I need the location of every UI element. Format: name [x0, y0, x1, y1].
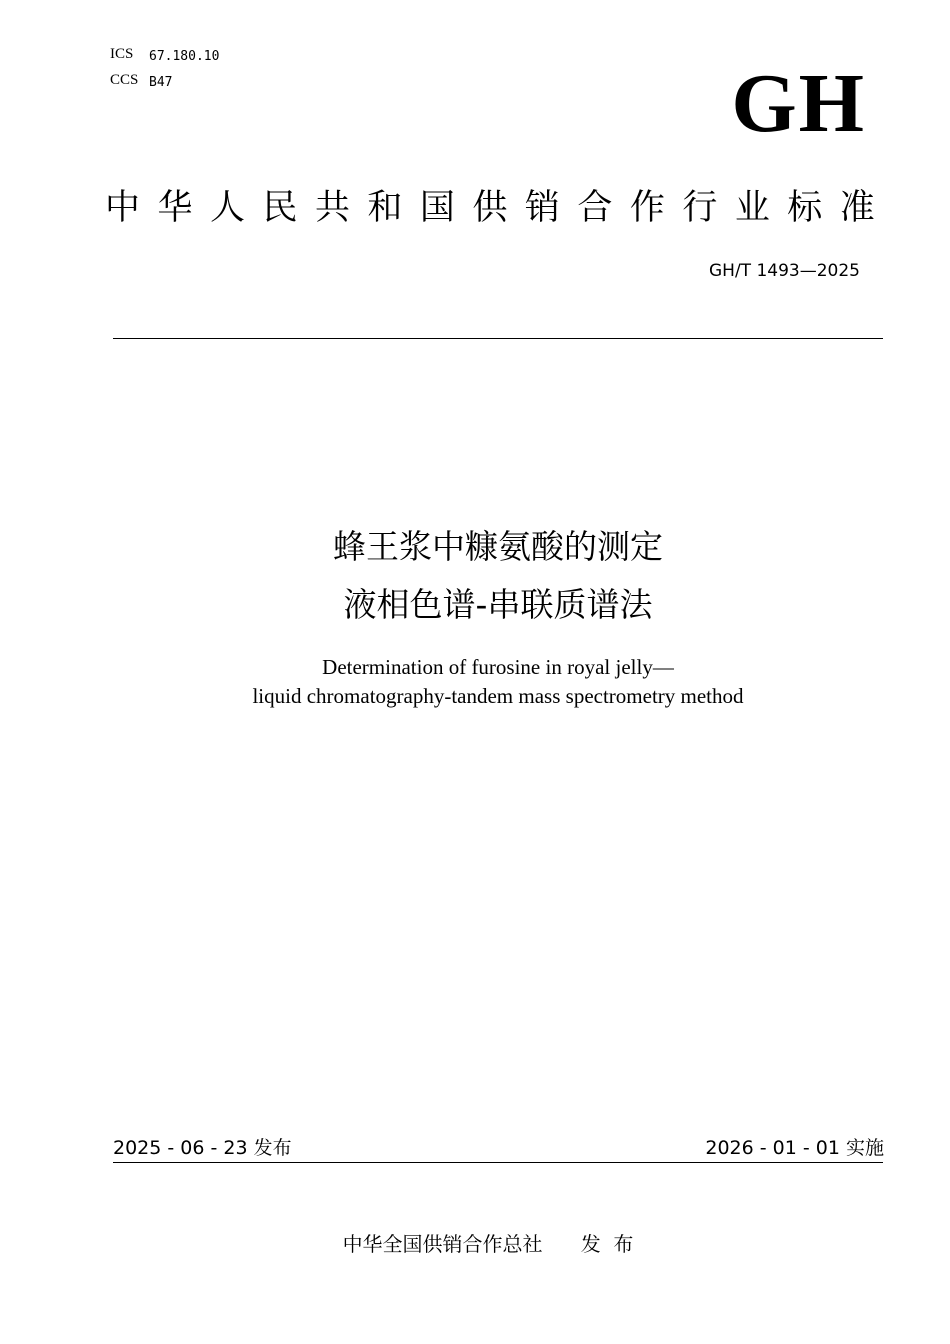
- ccs-code: B47: [149, 75, 173, 90]
- title-char: 作: [629, 188, 665, 228]
- ics-label: ICS: [110, 46, 134, 62]
- title-char: 供: [472, 188, 508, 228]
- title-char: 和: [367, 188, 403, 228]
- standard-code: GH/T 1493—2025: [709, 261, 860, 281]
- title-char: 合: [577, 188, 613, 228]
- title-char: 业: [734, 188, 770, 228]
- ccs-label: CCS: [110, 72, 139, 88]
- title-char: 华: [157, 188, 193, 228]
- document-title-zh-line2: 液相色谱-串联质谱法: [343, 585, 653, 624]
- title-char: 行: [682, 188, 718, 228]
- document-title-en-line2: liquid chromatography-tandem mass spectrometry method: [252, 684, 744, 708]
- gh-logo: GH: [731, 57, 866, 150]
- ics-code: 67.180.10: [149, 49, 220, 64]
- title-char: 共: [314, 188, 350, 228]
- title-char: 销: [524, 188, 560, 228]
- title-char: 人: [209, 188, 245, 228]
- top-divider: [113, 338, 883, 339]
- title-char: 中: [105, 188, 141, 228]
- document-title-en-line1: Determination of furosine in royal jelly—: [322, 655, 674, 679]
- title-char: 国: [419, 188, 455, 228]
- issuer: 中华全国供销合作总社 发 布: [342, 1232, 634, 1256]
- title-char: 准: [839, 188, 875, 228]
- document-title-zh-line1: 蜂王浆中糠氨酸的测定: [333, 527, 663, 566]
- standard-category-title: [105, 180, 875, 230]
- publish-date: 2025 - 06 - 23 发布: [113, 1137, 292, 1159]
- effective-date: 2026 - 01 - 01 实施: [705, 1137, 884, 1159]
- title-char: 民: [262, 188, 298, 228]
- title-char: 标: [787, 188, 823, 228]
- bottom-divider: [113, 1162, 883, 1163]
